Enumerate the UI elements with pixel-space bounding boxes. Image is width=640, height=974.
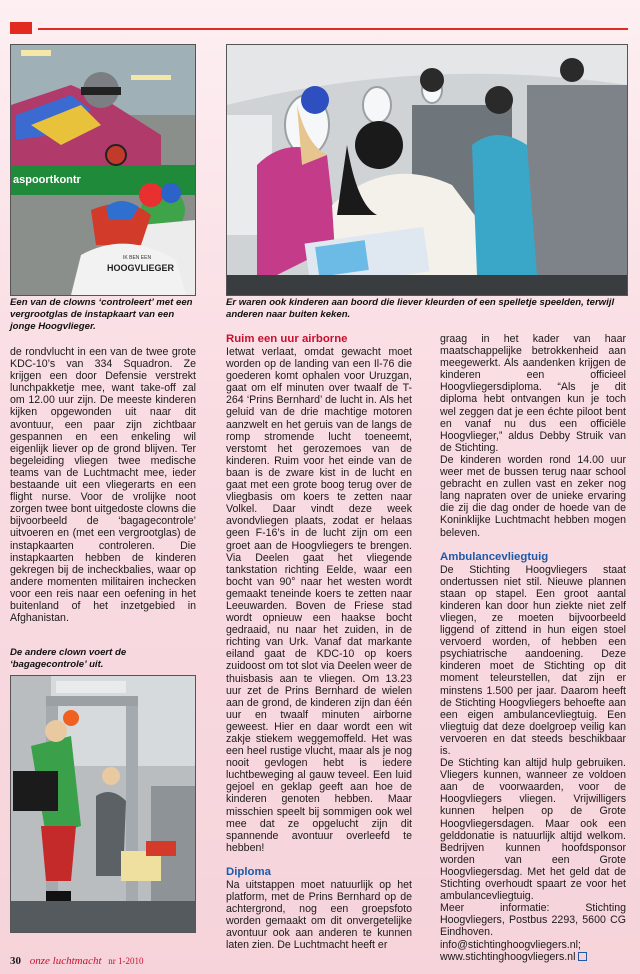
col1-text: de rondvlucht in een van de twee grote KDC-10’s van 334 Squadron. Ze krijgen een door Defensie verstrekt lunchpakketje mee, want take-off zal om 12.00 uur zijn. De meeste kinderen kijken opgewonden uit naar dit avontuur, een paar zijn zichtbaar gespannen en een enkeling wil eigenlijk liever op de grond blijven. Ter begeleiding vliegen twee medische teams van de Luchtmacht mee, ieder bestaande uit een vliegerarts en een flight nurse. Voor de vrolijke noot zorgen twee bont uitgedoste clowns die bijvoorbeeld de ‘bagagecontrole’ uitvoeren en (met een vergrootglas) de instapkaarten controleren. Die instapkaarten hebben de kinderen gekregen bij de incheckbalies, waar op andere momenten militairen inchecken voor een reis naar een oefening in het buitenland of het inzetgebied in Afghanistan. xyxy=(10,346,196,625)
end-mark-icon xyxy=(578,952,587,961)
col3-text-4: De Stichting kan altijd hulp gebruiken. Vliegers kunnen, wanneer ze voldoen aan de voorwaarden, voor de Hoogvliegers vliegen. Vrijwilligers kunnen helpen op de Grote Hoogvliegersdagen. Maar ook een gelddonatie is natuurlijk altijd welkom. Bedrijven kunnen hoofdsponsor worden van een Grote Hoogvliegersdag. Met het geld dat de Stichting overhoudt spaart ze voor het ambulancevliegtuig. xyxy=(440,757,626,903)
photo-clown-checking-boarding-pass xyxy=(10,44,196,296)
heading-airborne: Ruim een uur airborne xyxy=(226,333,348,345)
shirt-text-top: IK BEN EEN xyxy=(123,255,152,261)
article-column-3 xyxy=(440,333,626,963)
caption-photo-3: De andere clown voert de ‘bagagecontrole’ uit. xyxy=(10,647,127,670)
col2-text-2: Na uitstappen moet natuurlijk op het platform, met de Prins Bernhard op de achtergrond, nog een groepsfoto worden gemaakt om dit onvergetelijke avontuur ook aan anderen te kunnen laten zien. De Luchtmacht heeft er xyxy=(226,878,412,952)
caption-photo-1: Een van de clowns ‘controleert’ met een vergrootglas de instapkaart van een jonge Hoogvlieger. xyxy=(10,297,193,332)
section-marker xyxy=(10,22,32,34)
sign-text: aspoortkontr xyxy=(13,174,81,186)
col2-text-1: Ietwat verlaat, omdat gewacht moet worden op de landing van een Il-76 die goederen komt ophalen voor Uruzgan, gaat om elf minuten over twaalf de T-264 ‘Prins Bernhard’ de lucht in. Als het geluid van de drie machtige motoren aanzwelt en het geruis van de langs de romp stromende lucht toeneemt, verstomt het gerozemoes van de kinderen. Ruim voor het einde van de baan is de zware kist in de lucht en gaat met een grote boog terug over de vliegbasis om koers te zetten naar Volkel. Daar vindt deze week avondvliegen plaats, zodat er helaas geen F-16’s in de lucht zijn om een groet aan de Hoogvliegers te brengen. Via Deelen gaat het vliegende tankstation richting Eelde, waar een bocht van 90° naar het westen wordt gemaakt teneinde koers te zetten naar Leeuwarden. Boven de Friese stad wordt opnieuw een haakse bocht gedraaid, nu naar het zuiden, in de richting van Urk. Vanaf dat markante eiland gaat de KDC-10 op koers zuidoost om tot slot via Deelen weer de thuisbasis aan te vliegen. Om 13.23 uur zet de Prins Bernhard de wielen aan de grond, de kinderen zijn dan één uur en twaalf minuten airborne geweest. Hier en daar wordt een wit zakje stiekem weggemoffeld. Het was een heel rustige vlucht, maar als je nog nooit gevlogen hebt is iedere luchtbeweging al gauw teveel. Een luid gejoel en geklap geeft aan hoe de kinderen genoten hebben. Maar misschien speelt bij sommigen ook wel mee dat ze opgelucht zijn dit spannende avontuur overleefd te hebben! xyxy=(226,346,412,854)
magazine-name: onze luchtmacht xyxy=(29,955,102,967)
col3-text-5-body: Meer informatie: Stichting Hoogvliegers, Postbus 2293, 5600 CG Eindhoven. info@stichtinghoogvliegers.nl; www.stichtinghoogvliegers.nl xyxy=(440,902,626,963)
photo-clown-baggage-check xyxy=(10,675,196,933)
caption-photo-2: Er waren ook kinderen aan boord die liever kleurden of een spelletje speelden, terwijl anderen naar buiten keken. xyxy=(226,297,615,320)
issue-number: nr 1-2010 xyxy=(108,956,144,966)
article-column-2 xyxy=(226,333,412,952)
page-number: 30 xyxy=(10,955,21,967)
heading-ambulance: Ambulancevliegtuig xyxy=(440,550,549,563)
page-footer xyxy=(10,955,144,967)
photo-cabin-children xyxy=(226,44,628,296)
col3-text-3: De Stichting Hoogvliegers staat ondertussen niet stil. Nieuwe plannen staan op stapel. Een groot aantal kinderen kan door hun ziekte niet zelf vliegen, ze moeten bijvoorbeeld liggend of zittend in hun eigen stoel vervoerd worden, of hebben een psychiatrische aandoening. Deze kinderen moet de Stichting op dit moment teleurstellen, dat zijn er minstens 1.500 per jaar. Daarom heeft de Stichting Hoogvliegers behoefte aan een eigen ambulancevliegtuig. Een vliegtuig dat deze doelgroep veilig kan vervoeren en dat steeds beschikbaar is. xyxy=(440,563,626,757)
article-column-1 xyxy=(10,346,196,624)
shirt-text: HOOGVLIEGER xyxy=(107,263,175,273)
header-rule xyxy=(38,28,628,30)
col3-text-5 xyxy=(440,902,626,962)
col3-text-1: graag in het kader van haar maatschappelijke betrokkenheid aan meegewerkt. Als aandenken krijgen de kinderen een officieel Hoogvliegersdiploma. “Als je dit diploma hebt ontvangen kun je toch wel zeggen dat je een échte piloot bent en vanaf nu dus een officiële Hoogvlieger,” aldus Debby Struik van de Stichting. xyxy=(440,333,626,454)
heading-diploma: Diploma xyxy=(226,865,271,878)
col3-text-2: De kinderen worden rond 14.00 uur weer met de bussen terug naar school gebracht en zullen vast en zeker nog lang napraten over de unieke ervaring die zij die dag onder de hoede van de Koninklijke Luchtmacht hebben mogen beleven. xyxy=(440,453,626,539)
